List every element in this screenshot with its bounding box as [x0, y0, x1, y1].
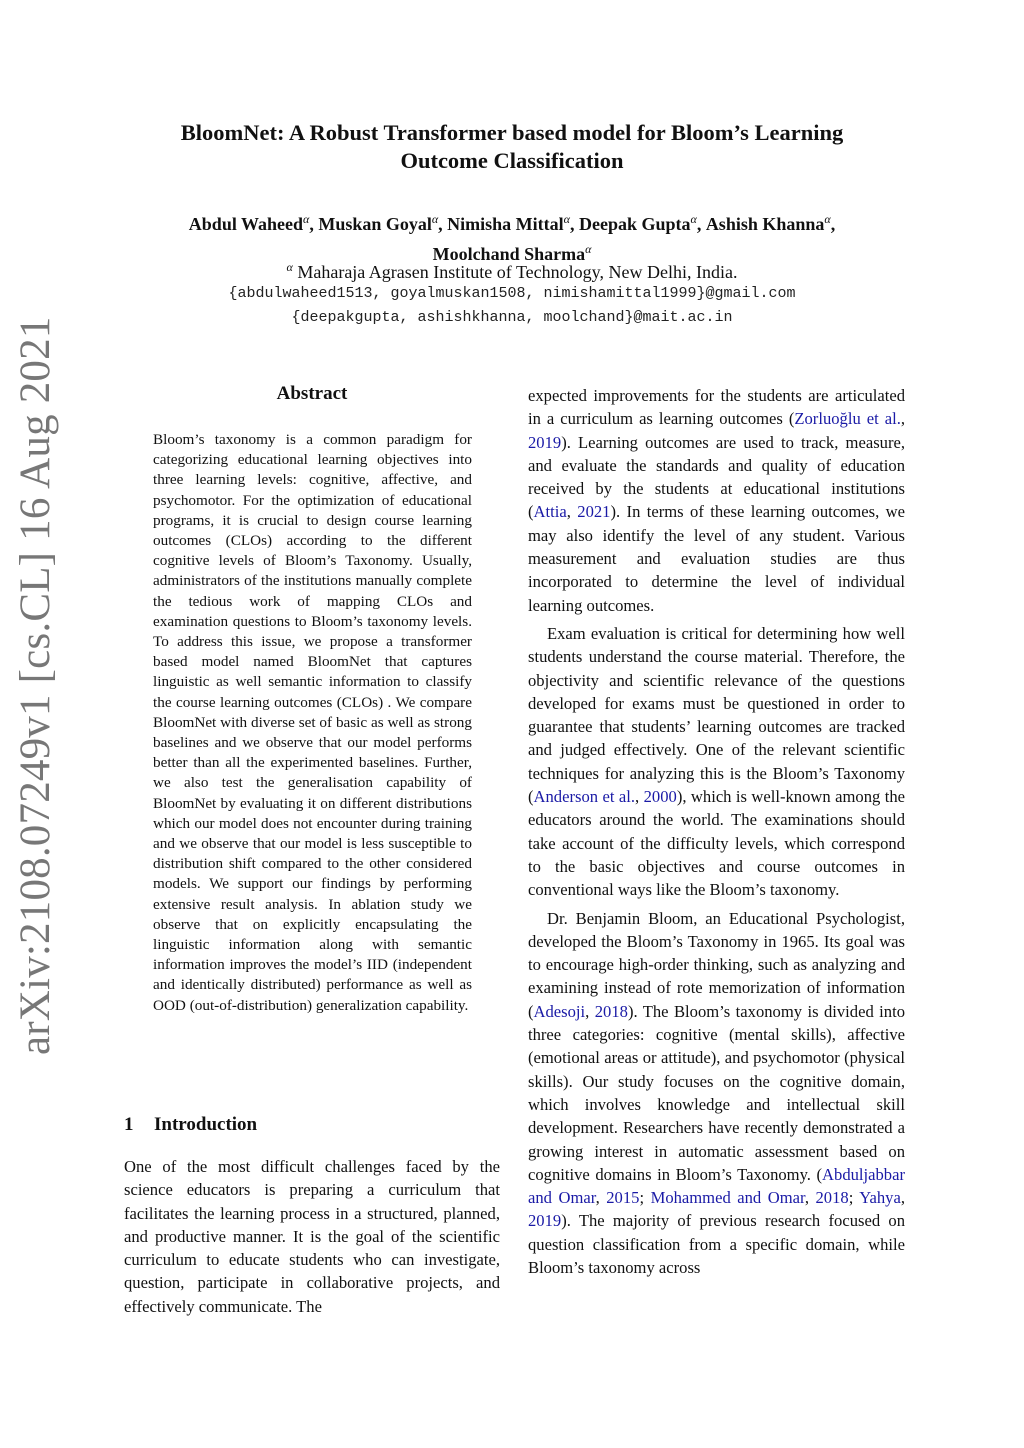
affiliation-text: Maharaja Agrasen Institute of Technology, New Delhi, India. — [297, 262, 738, 282]
paragraph-text: , — [804, 1188, 816, 1208]
citation-year-link[interactable]: 2015 — [606, 1188, 640, 1208]
paragraph-text: Exam evaluation is critical for determining how well students understand the course material. Therefore, the objectivity and scientific relevance of the questions developed for exams must be questioned in order to guarantee that students’ learning outcomes are tracked and judged effectively. One of the relevant scientific techniques for analyzing this is the Bloom’s Taxonomy ( — [528, 623, 905, 807]
affiliation — [112, 256, 912, 283]
citation-year-link[interactable]: 2019 — [528, 432, 562, 452]
paragraph-text: , — [900, 1188, 905, 1208]
author-name: Moolchand Sharma — [432, 244, 586, 264]
citation-link[interactable]: Yahya — [859, 1188, 901, 1208]
citation-link[interactable]: Attia — [533, 502, 567, 522]
body-paragraph — [528, 622, 905, 902]
paragraph-text: , — [585, 1001, 595, 1021]
paragraph-text: ). Learning outcomes are used to track, measure, and evaluate the standards and quality of education received by the students at educational institutions ( — [528, 432, 905, 522]
section-heading-introduction — [124, 1114, 257, 1136]
paragraph-text: ). The majority of previous research focused on question classification from a specific domain, while Bloom’s taxonomy across — [528, 1211, 905, 1277]
author-name: Abdul Waheed — [188, 214, 304, 234]
citation-year-link[interactable]: 2021 — [577, 502, 611, 522]
introduction-paragraph: One of the most difficult challenges faced by the science educators is preparing a curriculum that facilitates the learning process in a structured, planned, and productive manner. It is the goal of the scientific curriculum to educate students who can investigate, question, participate in collaborative projects, and effectively communicate. The — [124, 1157, 500, 1316]
citation-link[interactable]: Mohammed and Omar — [650, 1188, 805, 1208]
author-name: Ashish Khanna — [705, 214, 825, 234]
citation-year-link[interactable]: 2000 — [643, 787, 677, 807]
section-number: 1 — [124, 1114, 134, 1135]
paragraph-text: , — [635, 787, 644, 807]
body-paragraph — [528, 907, 905, 1280]
paragraph-text: ), which is well-known among the educators around the world. The examinations should take account of the difficulty levels, which correspond to the basic objectives and course outcomes in conventional ways like the Bloom’s taxonomy. — [528, 787, 905, 900]
author-emails — [112, 282, 912, 330]
body-paragraph — [528, 384, 905, 617]
affiliation-marker: α — [286, 260, 293, 274]
abstract-heading: Abstract — [276, 383, 348, 404]
citation-year-link[interactable]: 2018 — [594, 1001, 628, 1021]
arxiv-identifier-stamp: arXiv:2108.07249v1 [cs.CL] 16 Aug 2021 — [12, 316, 59, 1055]
paragraph-text: ; — [639, 1188, 651, 1208]
paragraph-text: , — [595, 1188, 607, 1208]
section-title: Introduction — [154, 1114, 258, 1135]
paragraph-text: ; — [848, 1188, 860, 1208]
right-column-text — [528, 384, 905, 1279]
paragraph-text: ). The Bloom’s taxonomy is divided into three categories: cognitive (mental skills), affective (emotional areas or attitude), and psychomotor (physical skills). Our study focuses on the cognitive domain, which involves knowledge and intellectual skill development. Researchers have recently demonstrated a growing interest in automatic assessment based on cognitive domains in Bloom’s Taxonomy. ( — [528, 1001, 905, 1184]
affiliation-marker: α — [563, 212, 570, 226]
title-line-1: BloomNet: A Robust Transformer based model for Bloom’s Learning — [180, 120, 844, 145]
author-name: Muskan Goyal — [318, 214, 432, 234]
citation-year-link[interactable]: 2018 — [815, 1188, 849, 1208]
affiliation-marker: α — [303, 212, 310, 226]
title-line-2: Outcome Classification — [400, 148, 624, 173]
paragraph-text: , — [566, 502, 578, 522]
citation-link[interactable]: Adesoji — [533, 1001, 586, 1021]
author-name: Deepak Gupta — [578, 214, 691, 234]
author-name: Nimisha Mittal — [447, 214, 564, 234]
citation-link[interactable]: Abduljabbar and Omar — [528, 1164, 905, 1208]
email-line[interactable]: {abdulwaheed1513, goyalmuskan1508, nimishamittal1999}@gmail.com — [228, 285, 796, 302]
citation-link[interactable]: Anderson et al. — [533, 787, 636, 807]
paragraph-text: , — [900, 409, 905, 429]
paragraph-text: ). In terms of these learning outcomes, we may also identify the level of any student. Various measurement and evaluation studies are thus incorporated to determine the level of individual learning outcomes. — [528, 502, 906, 615]
affiliation-marker: α — [585, 242, 592, 256]
affiliation-marker: α — [690, 212, 697, 226]
affiliation-marker: α — [824, 212, 831, 226]
citation-year-link[interactable]: 2019 — [528, 1211, 562, 1231]
paper-title — [112, 119, 912, 175]
affiliation-marker: α — [431, 212, 439, 226]
email-line[interactable]: {deepakgupta, ashishkhanna, moolchand}@mait.ac.in — [291, 309, 733, 326]
paragraph-text: expected improvements for the students are articulated in a curriculum as learning outcomes ( — [528, 386, 905, 429]
author-list: Abdul Waheed$^\alpha$, Muskan Goyal$^\alpha$, Nimisha Mittal$^\alpha$, Deepak Gupta$^\alpha$, Ashish Khanna$^\alpha$, Moolchand Sharma$^\alpha$ — [188, 212, 836, 264]
abstract-body: Bloom’s taxonomy is a common paradigm for categorizing educational learning objectives into three learning levels: cognitive, affective, and psychomotor. For the optimization of educational programs, it is crucial to design course learning outcomes (CLOs) according to the different cognitive levels of Bloom’s Taxonomy. Usually, administrators of the institutions manually complete the tedious work of mapping CLOs and examination questions to Bloom’s taxonomy levels. To address this issue, we propose a transformer based model named BloomNet that captures linguistic as well semantic information to classify the course learning outcomes (CLOs) . We compare BloomNet with diverse set of basic as well as strong baselines and we observe that our model performs better than all the experimented baselines. Further, we also test the generalisation capability of BloomNet by evaluating it on different distributions which our model does not encounter during training and we observe that our model is less susceptible to distribution shift compared to the other considered models. We support our findings by performing extensive result analysis. In ablation study we observe that on explicitly encapsulating the linguistic information along with semantic information improves the model’s IID (independent and identically distributed) performance as well as OOD (out-of-distribution) generalization capability. — [153, 431, 472, 1014]
citation-link[interactable]: Zorluoğlu et al. — [794, 409, 901, 429]
paragraph-text: Dr. Benjamin Bloom, an Educational Psychologist, developed the Bloom’s Taxonomy in 1965. Its goal was to encourage high-order thinking, such as analyzing and examining instead of rote memorization of information ( — [528, 908, 905, 1021]
